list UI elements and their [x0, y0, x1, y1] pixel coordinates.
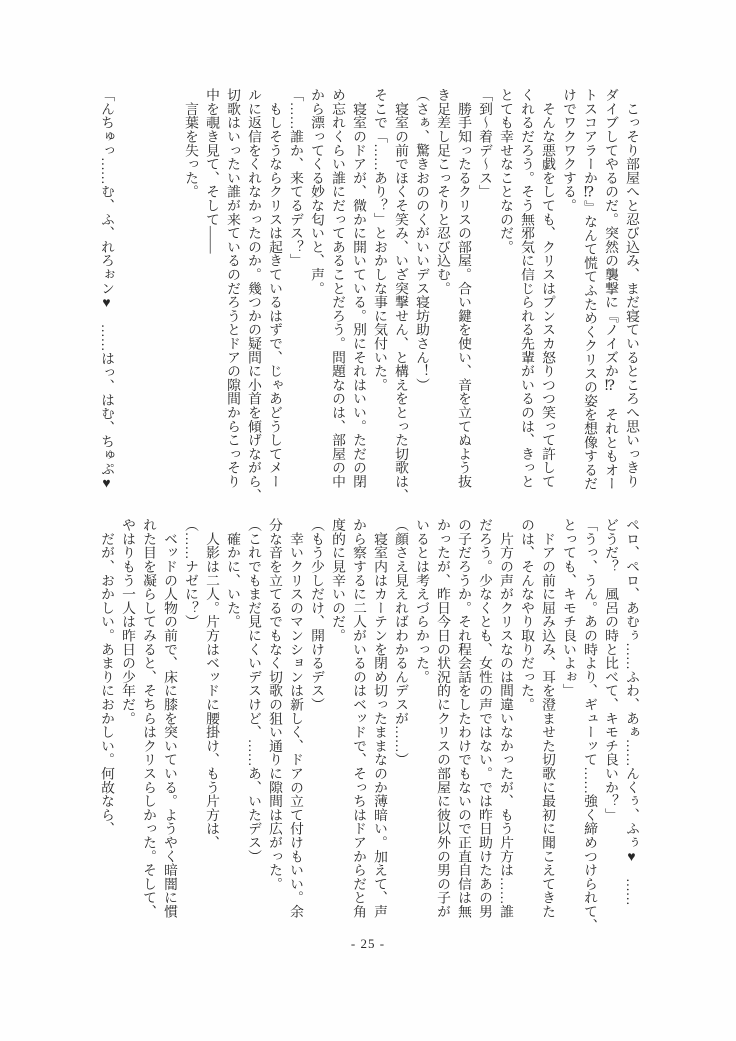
page-number: - 25 - [350, 936, 386, 951]
text-column: （さぁ、驚きおののくがいいデス寝坊助さん！） [414, 88, 429, 392]
text-column: くれるだろう。そう無邪気に信じられる先輩がいるのは、きっと [519, 88, 534, 489]
text-column: から漂ってくる妙な匂いと、声。 [309, 88, 324, 295]
text-column: 寝室のドアが、微かに開いている。別にそれはいい。ただの閉 [351, 88, 366, 489]
text-column: 勝手知ったるクリスの部屋。合い鍵を使い、音を立てぬよう抜 [456, 88, 471, 489]
text-column: トスコアラーか⁉』なんて慌てふためくクリスの姿を想像するだ [582, 88, 597, 491]
text-column: 確かに、いた。 [225, 518, 240, 629]
text-column: の子だろうか。それ程会話をしたわけでもないので正直自信は無 [456, 518, 471, 919]
text-column: 中を覗き見て、そして―― [204, 88, 219, 254]
text-column: こっそり部屋へと忍び込み、まだ寝ているところへ思いっきり [624, 88, 639, 489]
text-column: （顔さえ見えればわかるんデスが……） [393, 518, 408, 767]
text-column: （……ナゼに？） [183, 518, 198, 629]
text-column: き足差し足こっそりと忍び込む。 [435, 88, 450, 295]
text-column: 言葉を失った。 [183, 88, 198, 199]
text-column [159, 88, 180, 489]
text-column: 「んちゅっ……む、ふ、れろぉン♥ ……はっ、はむ、ちゅぷ♥ [99, 88, 114, 491]
text-column: ルに返信をくれなかったのか。幾つかの疑問に小首を傾げながら、 [246, 88, 261, 502]
text-column: （これでもまだ見にくいデスけど、……あ、いたデス） [246, 518, 261, 863]
text-column: 度的に見辛いのだ。 [330, 518, 345, 643]
text-column: どうだ？ 風呂の時と比べて、キモチ良いか？」 [603, 518, 618, 822]
text-column: そんな悪戯をしても、クリスはプンスカ怒りつつ笑って許して [540, 88, 555, 489]
text-column: ドアの前に屈み込み、耳を澄ませた切歌に最初に聞こえてきた [540, 518, 555, 919]
text-column: ベッドの人物の前で、床に膝を突いている。ようやく暗闇に慣 [162, 518, 177, 919]
text-column: 人影は二人。片方はベッドに腰掛け、もう片方は、 [204, 518, 219, 850]
text-column: ペロ、ペロ、あむぅ……ふわ、あぁ……んくぅ、ふぅ♥ …… [624, 518, 639, 906]
text-column: とっても、キモチ良いよぉ」 [561, 518, 576, 698]
text-column: だが、おかしい。あまりにおかしい。何故なら、 [99, 518, 114, 836]
text-column: 分な音を立てるでもなく切歌の狙い通りに隙間は広がった。 [267, 518, 282, 891]
text-column: め忘れくらい誰にだってあることだろう。問題なのは、部屋の中 [330, 88, 345, 489]
text-column: 「うっ、うん。あの時より、ギューッて……強く締めつけられて、 [582, 518, 597, 932]
text-column: そこで「……あり？」とおかしな事に気付いた。 [372, 88, 387, 392]
text-column: 寝室の前でほくそ笑み、いざ突撃せん、と構えをとった切歌は、 [393, 88, 408, 502]
text-block-top [96, 88, 642, 502]
text-column: 「到〜着デ〜ス」 [477, 88, 492, 199]
text-column: 「……誰か、来てるデス？」 [288, 88, 303, 268]
text-column [117, 88, 138, 489]
text-column [138, 88, 159, 489]
text-column: かったが、昨日今日の状況的にクリスの部屋に彼以外の男の子が [435, 518, 450, 919]
text-column: とても幸せなことなのだ。 [498, 88, 513, 254]
text-column: 幸いクリスのマンションは新しく、ドアの立て付けもいい。余 [288, 518, 303, 919]
text-column: （もう少しだけ、開けるデス） [309, 518, 324, 712]
text-column: 片方の声がクリスなのは間違いなかったが、もう片方は……誰 [498, 518, 513, 919]
text-column: いるとは考えづらかった。 [414, 518, 429, 684]
text-column: 切歌はいったい誰が来ているのだろうとドアの隙間からこっそり [225, 88, 240, 489]
text-column: から察するに二人がいるのはベッドで、そっちはドアからだと角 [351, 518, 366, 919]
text-column: やはりもう一人は昨日の少年だ。 [120, 518, 135, 725]
text-column: けでワクワクする。 [561, 88, 576, 213]
text-block-bottom [96, 518, 642, 932]
text-column: だろう。少なくとも、女性の声ではない。では昨日助けたあの男 [477, 518, 492, 919]
text-column: もしそうならクリスは起きているはずで、じゃあどうしてメー [267, 88, 282, 489]
text-column: ダイブしてやるのだ。突然の襲撃に『ノイズか⁉ それともオー [603, 88, 618, 491]
text-column: のは、そんなやり取りだった。 [519, 518, 534, 712]
text-column: 寝室内はカーテンを閉め切ったままなのか薄暗い。加えて、声 [372, 518, 387, 919]
text-column: れた目を凝らしてみると、そちらはクリスらしかった。そして、 [141, 518, 156, 919]
